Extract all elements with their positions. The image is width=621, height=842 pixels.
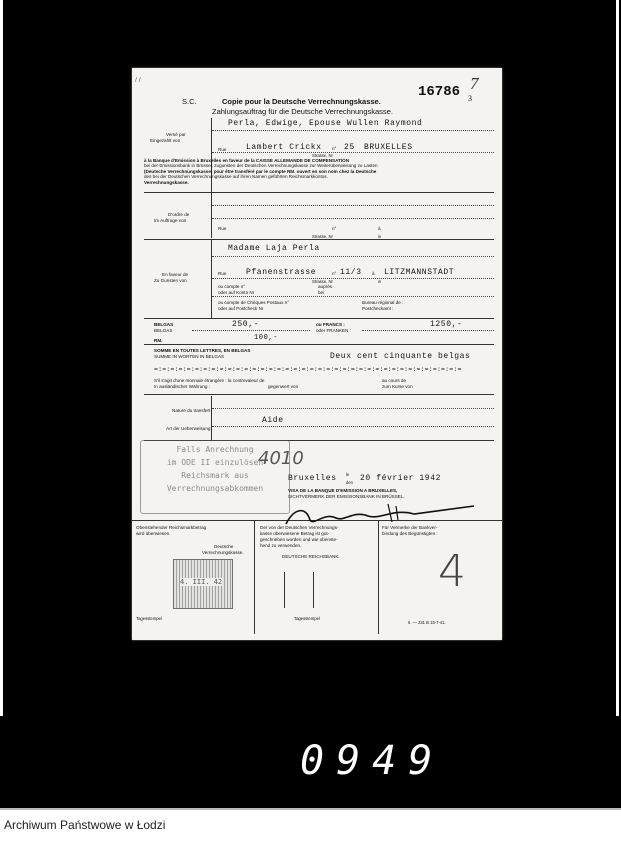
francs-amount: 1250,- <box>430 320 463 329</box>
stamp-line4: Verrechnungsabkommen <box>166 484 264 493</box>
konto-label: oder auf Konto Nr <box>218 290 255 295</box>
payer-strasse-label: Strasse, Nr <box>312 153 333 158</box>
col2-line3: geschrieben worden und wie obenste- <box>260 537 338 542</box>
amount-separator: =:=:=:=:=:=:=:=:=:=:=:=:=:=:=:=:=:=:=:=:=:=:=:=:=:=:=:=:=:=:=:=:=:=:=:=:=:= <box>154 366 462 373</box>
gunsten-label: Zu Gunsten von <box>154 278 187 283</box>
col1-line2: wird überwiesen. <box>136 531 171 536</box>
col1-line1: Obenstehender Reichsmarkbetrag <box>136 525 207 530</box>
stamp-line1: Falls Anrechnung <box>176 445 254 454</box>
den-label: den <box>346 480 353 485</box>
kurse-label: zum Kurse von <box>382 384 413 389</box>
archive-caption-bar <box>0 808 621 842</box>
payer-rue-label: Rue <box>218 147 227 152</box>
faveur-rue-label: Rue <box>218 271 227 276</box>
auftrage-label: Im Auftrage von <box>154 218 187 223</box>
stamp-line2: im ODE II einzulösen <box>166 458 264 467</box>
foreign-text-de: In ausländischer Währung : <box>154 384 210 389</box>
words-label-de: SUMME IN WORTEN IN BELGAS <box>154 354 225 359</box>
dordre-no-label: n° <box>332 226 337 231</box>
visa-line2: SICHTVERMERK DER EMISSIONSBANK IN BRÜSSEL. <box>288 494 405 499</box>
le-label: le <box>346 472 350 477</box>
payer-street: Lambert Crickx <box>246 143 322 152</box>
film-edge-left <box>0 0 3 840</box>
eingezahlt-label: Eingezahlt von <box>150 138 181 143</box>
col2-tagesstempel: Tagesstempel <box>294 616 320 621</box>
col1-line4: Verrechnungskasse. <box>202 550 244 555</box>
pencil-note-4010: 4010 <box>258 448 304 469</box>
col3-line2: bindung des Begünstigten : <box>382 531 438 536</box>
col1-tagesstempel: Tagesstempel <box>136 616 162 621</box>
beneficiary-house-no: 11/3 <box>340 268 362 277</box>
col2-line4: hend zu verwenden. <box>260 543 302 548</box>
bei-label: bei <box>318 290 325 295</box>
bank-signature <box>284 502 484 528</box>
title-german: Zahlungsauftrag für die Deutsche Verrechnungskasse. <box>212 107 393 116</box>
dordre-in-label: in <box>378 234 382 239</box>
faveur-a-label: à <box>372 271 375 276</box>
beneficiary-city: LITZMANNSTADT <box>384 268 455 277</box>
frame-number: 0949 <box>300 738 445 784</box>
words-label: SOMME EN TOUTES LETTRES, EN BELGAS <box>154 348 251 353</box>
gegenwert-label: gegenwert von <box>268 384 299 389</box>
title-french: Copie pour la Deutsche Verrechnungskasse. <box>222 97 381 106</box>
col2-reichsbank: DEUTSCHE REICHSBANK. <box>282 554 340 559</box>
postcheckamt-label: Postcheckamt : <box>362 306 394 311</box>
payer-house-no: 25 <box>344 143 355 152</box>
sc-label: S.C. <box>182 97 197 106</box>
rm-amount: 100,- <box>254 334 279 342</box>
visa-line1: VISA DE LA BANQUE D'EMISSION A BRUXELLES, <box>288 488 398 493</box>
bank-text-line1: à la Banque d'Emission à Bruxelles en faveur de la CAISSE ALLEMANDE DE COMPENSATION <box>144 158 350 163</box>
nature-label: Nature du transfert <box>172 408 211 413</box>
compte-label: ou compte n° <box>218 284 246 289</box>
faveur-strasse-label: Strasse, Nr <box>312 279 333 284</box>
order-number-suffix: 3 <box>468 94 472 103</box>
film-edge-right <box>616 0 619 840</box>
faveur-in-label: in <box>378 279 382 284</box>
aupres-label: auprès <box>318 284 333 289</box>
rm-label: RM. <box>154 338 163 343</box>
bank-text-line2: bei der Emissionsbank in Brüssel, zugunsten der Deutschen Verrechnungskasse zur Weiterüberweisung zu Lasten <box>144 163 378 169</box>
form-code: II. — 231 B 15-7-41. <box>408 620 446 625</box>
belgas-label-de: BELGAS <box>154 328 173 333</box>
franken-label: oder FRANKEN : <box>316 328 351 333</box>
beneficiary-name: Madame Laja Perla <box>228 244 320 253</box>
art-label: Art der Ueberweisung <box>166 426 211 431</box>
verse-par-label: Versé par <box>166 132 186 137</box>
belgas-label: BELGAS <box>154 322 174 327</box>
stamp-date: 4. III. 42 <box>180 578 223 586</box>
pencil-number: 7 <box>470 74 479 93</box>
cours-label: au cours de <box>382 378 407 383</box>
col3-line1: Für Vermerke der Bankver- <box>382 525 438 530</box>
order-number: 16786 <box>418 84 461 100</box>
bureau-label: Bureau régional de : <box>362 300 404 305</box>
verrechnungskasse-date-stamp <box>173 559 233 609</box>
order-date: 20 février 1942 <box>360 474 442 483</box>
faveur-no-label: n° <box>332 271 337 276</box>
foreign-text-fr: S'il s'agit d'une monnaie étrangère : la contrevaleur de <box>154 378 265 383</box>
postcheck-label: oder auf Postcheck Nr <box>218 306 264 311</box>
francs-label: ou FRANCS : <box>316 322 345 327</box>
col1-line3: Deutsche <box>214 544 234 549</box>
archive-name: Archiwum Państwowe w Łodzi <box>4 818 166 832</box>
dordre-label: D'ordre de <box>168 212 190 217</box>
beneficiary-street: Pfanenstrasse <box>246 268 317 277</box>
bank-text-line5: Verrechnungskasse. <box>144 179 189 185</box>
bank-text-line3: (Deutsche Verrechnungskasse) pour être transféré par le compte RM. ouvert en son nom chez la Deutsche <box>144 168 377 174</box>
pencil-big-number: 4 <box>438 546 466 597</box>
faveur-label: En faveur de <box>162 272 189 277</box>
col2-line1: Der von der Deutschen Verrechnungs- <box>260 525 339 530</box>
amount-in-words: Deux cent cinquante belgas <box>330 352 471 361</box>
payer-name: Perla, Edwige, Epouse Wullen Raymond <box>228 119 423 128</box>
payer-no-label: n° <box>332 146 337 151</box>
nature-value: Aide <box>262 416 284 425</box>
reichsbank-stamp-frame <box>284 572 314 608</box>
place-city: Bruxelles <box>288 474 337 483</box>
col2-line2: kasse überwiesene Betrag ist gut- <box>260 531 330 536</box>
bank-text-line4: des bei der Deutschen Verrechnungskasse auf ihren Namen geführten Reichsmarkkontos. <box>144 174 328 180</box>
dordre-a-label: à <box>378 226 381 231</box>
payment-order-document <box>132 68 502 640</box>
pencil-mark: / / <box>135 76 141 84</box>
dordre-strasse-label: Strasse, Nr <box>312 234 333 239</box>
payer-city: BRUXELLES <box>364 143 413 152</box>
cheques-label: ou compte de Chèques Postaux n° <box>218 300 290 305</box>
dordre-rue-label: Rue <box>218 226 227 231</box>
stamp-line3: Reichsmark aus <box>181 471 249 480</box>
belgas-amount: 250,- <box>232 320 260 329</box>
